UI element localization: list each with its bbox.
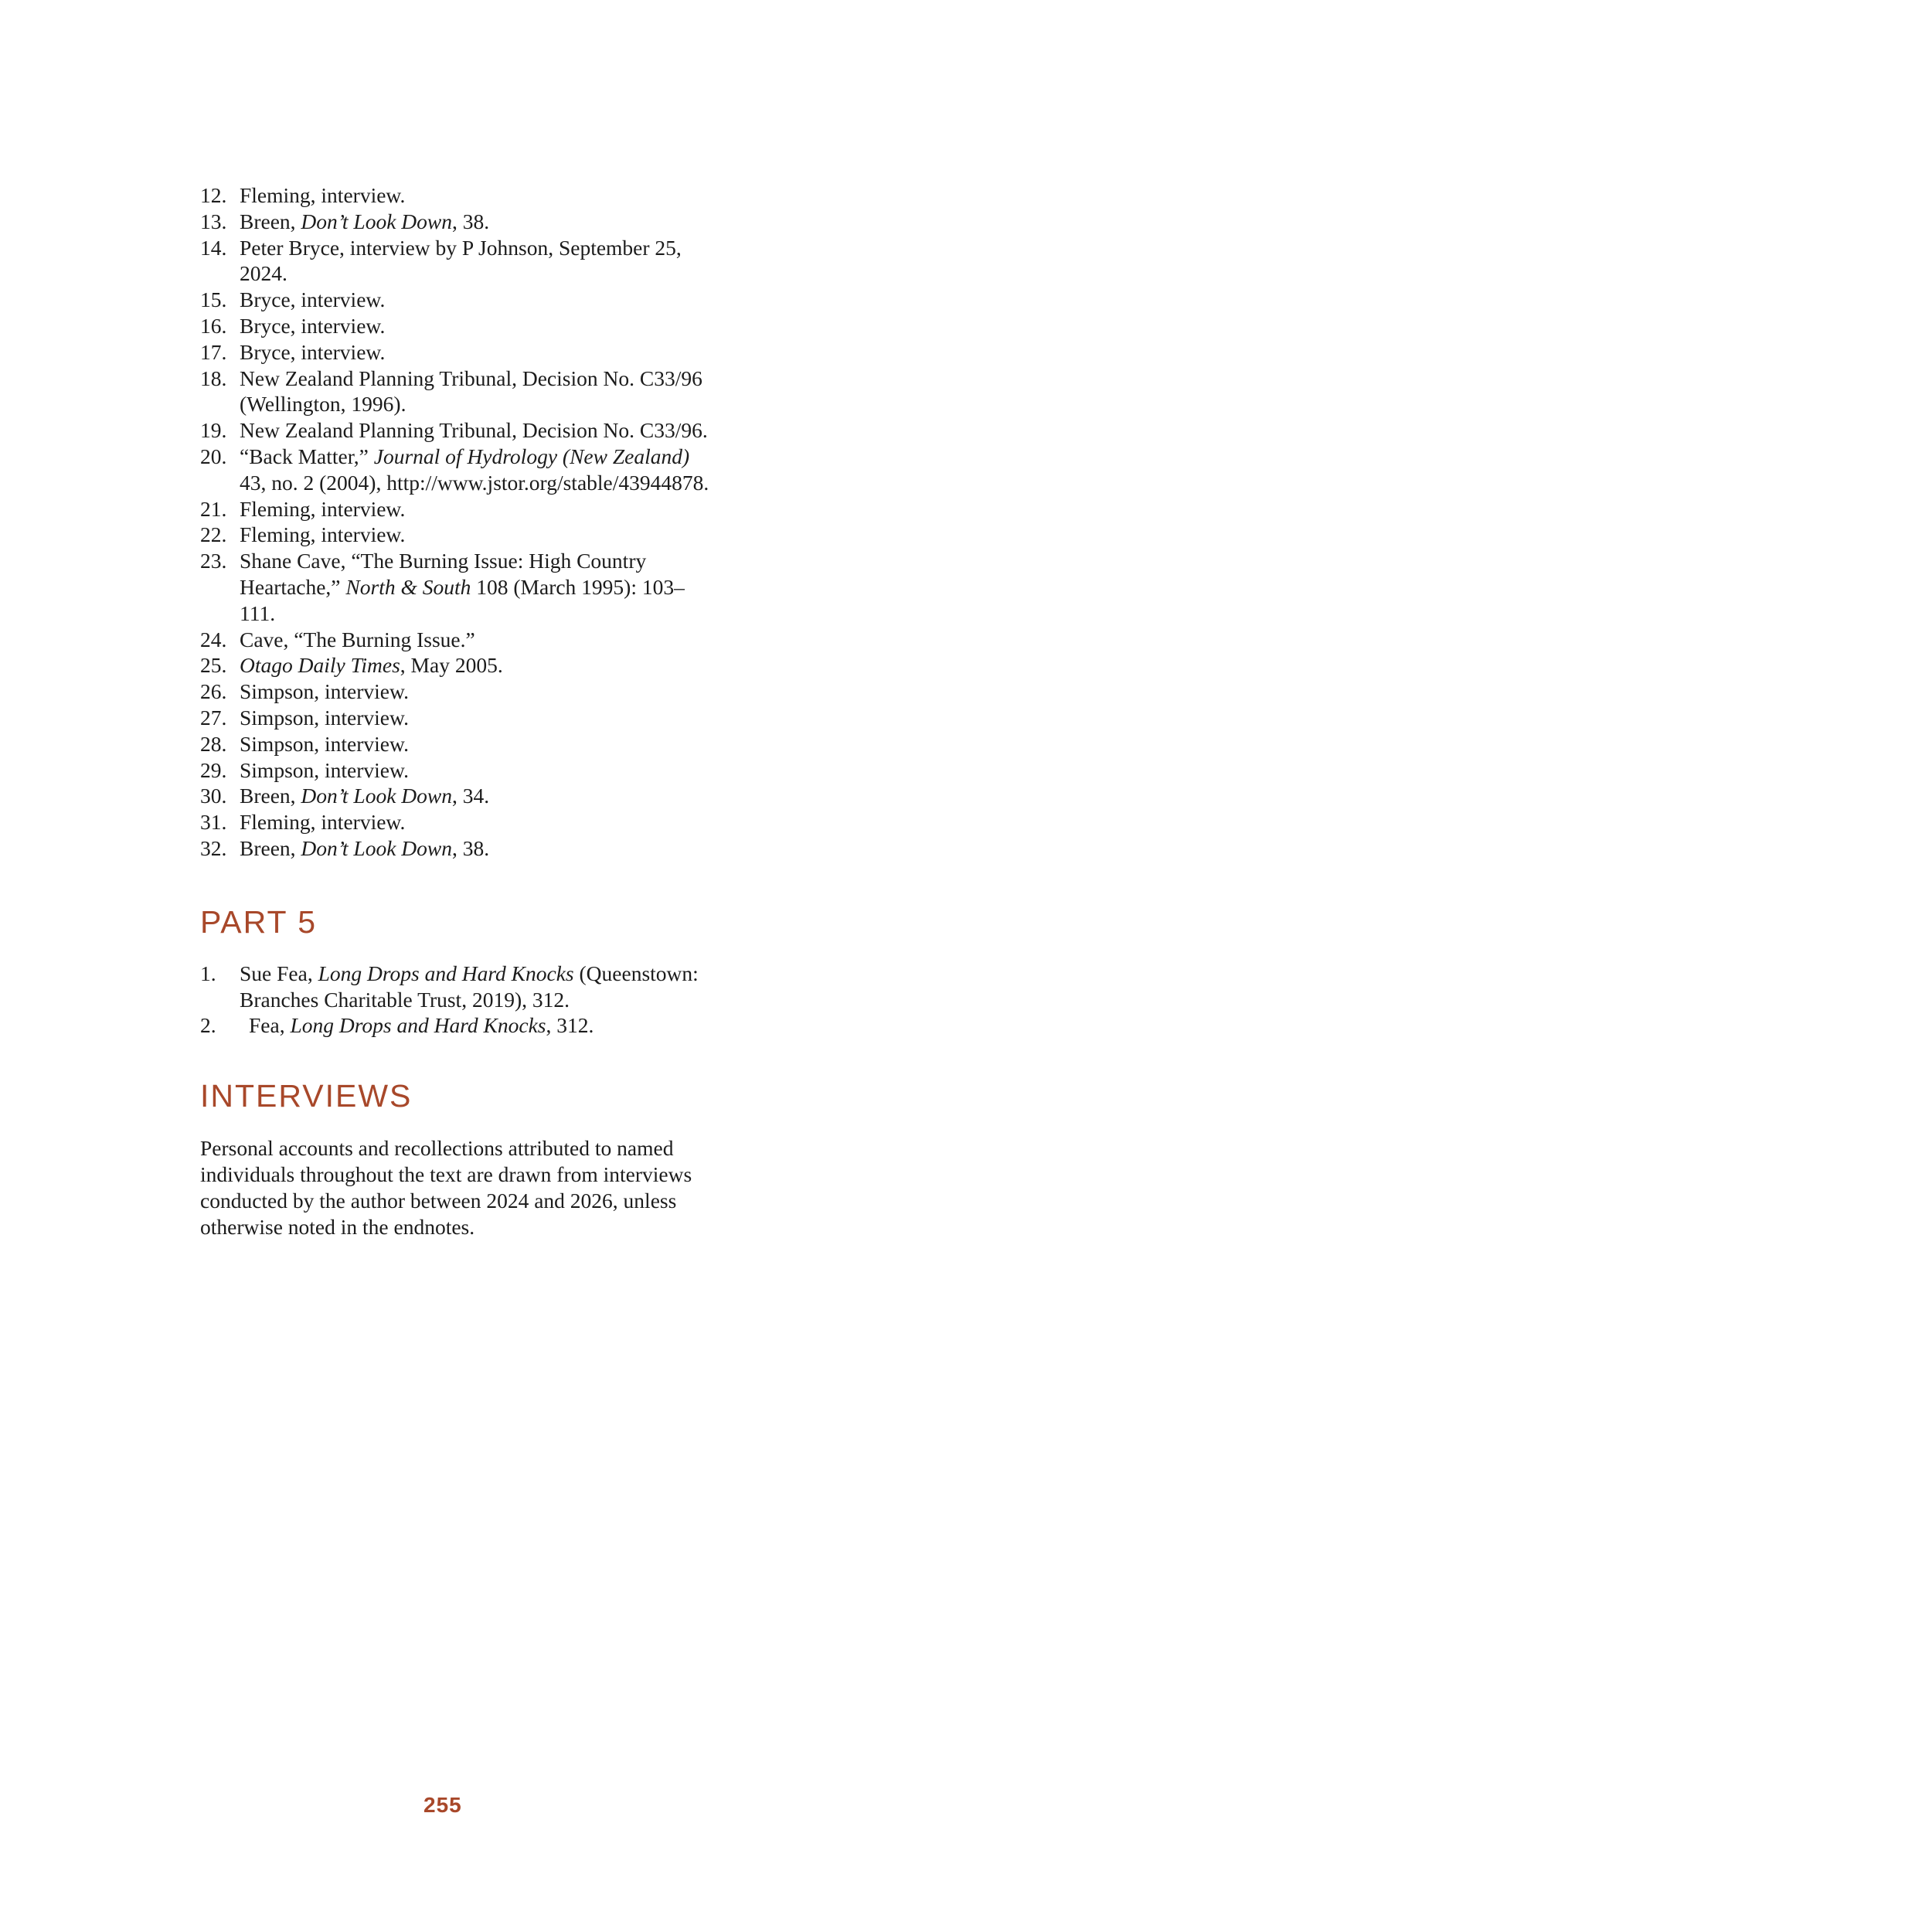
endnote-item — [200, 313, 710, 339]
endnote-item — [200, 627, 710, 653]
endnote-text — [240, 679, 409, 703]
endnote-text — [240, 366, 702, 417]
endnote-text — [240, 706, 409, 730]
endnote-text-run: , 38. — [451, 209, 490, 233]
endnote-text-run: Sue Fea, — [240, 961, 318, 985]
endnote-number: 28. — [200, 731, 227, 756]
endnote-number: 16. — [200, 313, 227, 338]
endnote-number: 24. — [200, 627, 227, 651]
endnote-number: 15. — [200, 287, 227, 312]
interviews-heading: INTERVIEWS — [200, 1078, 413, 1114]
endnote-text — [240, 497, 405, 521]
endnotes-list — [200, 182, 710, 862]
endnote-text — [240, 340, 385, 364]
endnote-item — [200, 235, 710, 287]
endnote-text-run: “Back Matter,” — [240, 444, 374, 468]
endnote-item — [200, 287, 710, 313]
endnote-text-run: Breen, — [240, 209, 301, 233]
endnote-item — [200, 548, 710, 626]
endnote-text-run: Fleming, interview. — [240, 810, 406, 835]
endnote-text-run: , 34. — [451, 784, 490, 808]
endnote-title-italic: North & South — [345, 574, 471, 599]
endnote-text — [240, 1013, 594, 1037]
endnote-text-run: , 38. — [451, 835, 490, 860]
endnote-text-run: Fleming, interview. — [240, 183, 406, 207]
endnote-text-run: Fea, — [249, 1013, 291, 1038]
endnote-number: 32. — [200, 835, 227, 860]
endnote-text-run: (Queenstown: Branches Charitable Trust, 2019), 312. — [240, 961, 699, 1012]
endnote-number: 19. — [200, 418, 227, 443]
endnote-item — [200, 961, 710, 1013]
endnote-number: 27. — [200, 705, 227, 730]
endnote-text-run: Fleming, interview. — [240, 496, 406, 521]
endnote-number: 2. — [200, 1013, 216, 1038]
endnote-number: 13. — [200, 209, 227, 233]
endnote-text — [240, 236, 682, 286]
endnote-text-run: 108 (March 1995): 103–111. — [240, 574, 685, 625]
endnote-number: 1. — [200, 961, 216, 985]
endnote-text — [240, 758, 409, 782]
endnote-text-run: , May 2005. — [400, 653, 503, 678]
endnote-number: 17. — [200, 339, 227, 364]
endnote-text-run: 43, no. 2 (2004), http://www.jstor.org/stable/43944878. — [240, 470, 709, 495]
endnote-number: 26. — [200, 679, 227, 704]
endnote-text — [240, 183, 405, 207]
endnote-text-run: Peter Bryce, interview by P Johnson, September 25, 2024. — [240, 235, 682, 286]
endnote-text — [240, 836, 489, 860]
endnote-text — [240, 653, 503, 677]
endnote-item — [200, 679, 710, 705]
endnote-text-run: Cave, “The Burning Issue.” — [240, 627, 475, 651]
endnote-item — [200, 417, 710, 444]
endnote-item — [200, 809, 710, 835]
endnote-text-run: New Zealand Planning Tribunal, Decision No. C33/96. — [240, 418, 708, 443]
endnote-item — [200, 496, 710, 522]
endnote-text-run: Breen, — [240, 835, 301, 860]
endnote-text-run: Simpson, interview. — [240, 705, 409, 730]
endnote-text-run: Bryce, interview. — [240, 313, 386, 338]
endnote-item — [200, 652, 710, 679]
endnote-number: 23. — [200, 549, 227, 573]
endnote-title-italic: Don’t Look Down — [301, 209, 452, 233]
endnote-number: 25. — [200, 653, 227, 678]
endnote-number: 20. — [200, 444, 227, 468]
endnote-item — [200, 1012, 710, 1039]
endnote-number: 30. — [200, 784, 227, 808]
endnote-text-run: Simpson, interview. — [240, 757, 409, 782]
endnote-text — [240, 961, 699, 1012]
endnote-item — [200, 731, 710, 757]
endnote-item — [200, 209, 710, 235]
endnote-title-italic: Otago Daily Times — [240, 653, 400, 678]
endnote-text-run: Bryce, interview. — [240, 287, 386, 312]
part-5-heading: PART 5 — [200, 903, 318, 940]
endnote-text — [240, 314, 385, 338]
endnote-number: 18. — [200, 366, 227, 390]
endnote-text — [240, 628, 475, 651]
endnote-text — [240, 444, 709, 495]
endnote-item — [200, 835, 710, 862]
endnote-text — [240, 418, 708, 442]
endnote-item — [200, 182, 710, 209]
page-number: 255 — [423, 1793, 462, 1817]
endnote-text — [240, 209, 489, 233]
endnote-number: 14. — [200, 235, 227, 260]
endnote-text-run: Shane Cave, “The Burning Issue: High Country Heartache,” — [240, 549, 647, 599]
endnote-item — [200, 366, 710, 418]
endnote-title-italic: Don’t Look Down — [301, 835, 452, 860]
endnote-title-italic: Journal of Hydrology (New Zealand) — [373, 444, 690, 468]
endnote-item — [200, 339, 710, 366]
endnote-text-run: , 312. — [546, 1013, 594, 1038]
endnote-text-run: Simpson, interview. — [240, 731, 409, 756]
endnote-text-run: Fleming, interview. — [240, 522, 406, 547]
endnote-item — [200, 757, 710, 784]
endnote-text — [240, 784, 489, 808]
endnote-text — [240, 732, 409, 756]
part-5-endnotes-list — [200, 961, 710, 1039]
endnote-title-italic: Long Drops and Hard Knocks — [290, 1013, 546, 1038]
endnote-text — [240, 287, 385, 311]
endnote-number: 12. — [200, 183, 227, 207]
endnote-item — [200, 783, 710, 809]
endnote-text — [240, 549, 685, 625]
endnote-text-run: Bryce, interview. — [240, 339, 386, 364]
endnote-number: 29. — [200, 757, 227, 782]
endnote-title-italic: Don’t Look Down — [301, 784, 452, 808]
endnote-title-italic: Long Drops and Hard Knocks — [318, 961, 574, 985]
endnote-item — [200, 522, 710, 548]
endnote-text-run: Simpson, interview. — [240, 679, 409, 704]
interviews-paragraph: Personal accounts and recollections attributed to named individuals throughout the text are drawn from interviews conducted by the author between 2024 and 2026, unless otherwise noted in the endnotes. — [200, 1136, 692, 1239]
endnote-text — [240, 522, 405, 546]
endnote-number: 21. — [200, 496, 227, 521]
endnotes-column — [200, 182, 710, 1240]
endnote-text-run: New Zealand Planning Tribunal, Decision No. C33/96 (Wellington, 1996). — [240, 366, 702, 417]
endnote-number: 22. — [200, 522, 227, 547]
endnote-text — [240, 810, 405, 834]
endnote-item — [200, 705, 710, 731]
endnote-number: 31. — [200, 810, 227, 835]
endnote-text-run: Breen, — [240, 784, 301, 808]
endnote-item — [200, 444, 710, 496]
